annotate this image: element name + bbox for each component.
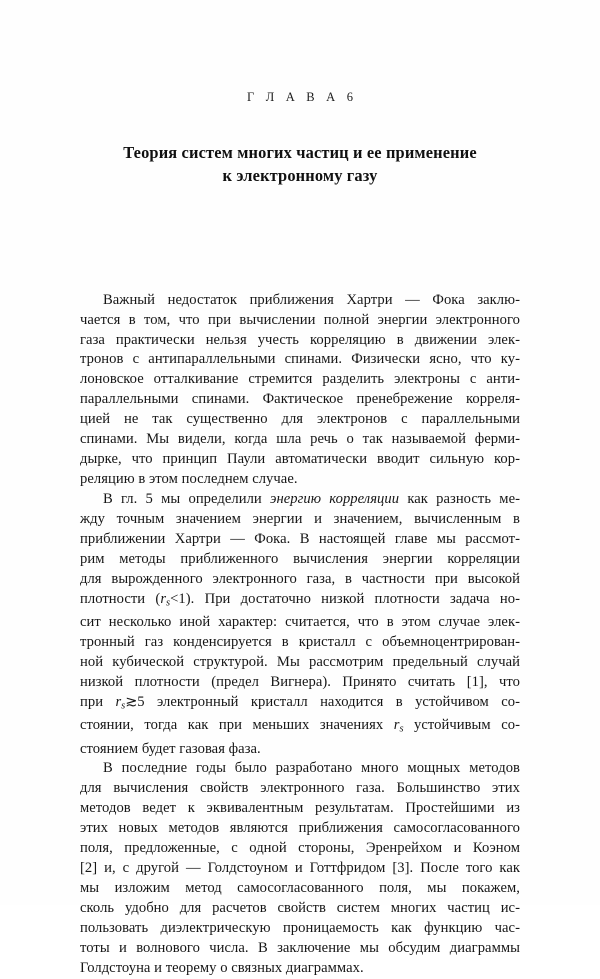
text-run: стоянии, тогда как при меньших значениях bbox=[80, 717, 394, 734]
text-line: этих новых методов являются приближения самосогласованного bbox=[80, 820, 520, 837]
text-line: спинами. Мы видели, когда шла речь о так называемой ферми- bbox=[80, 431, 520, 448]
text-line: тронов с антипараллельными спинами. Физически ясно, что ку- bbox=[80, 351, 520, 368]
text-line: дырке, что принцип Паули автоматически вводит сильную кор- bbox=[80, 451, 520, 468]
text-line: для вычисления свойств электронного газа. Большинство этих bbox=[80, 780, 520, 797]
text-line bbox=[80, 490, 520, 510]
page-content bbox=[80, 90, 520, 979]
chapter-title-line-1: Теория систем многих частиц и ее применение bbox=[123, 143, 477, 162]
text-line: методов ведет к эквивалентным результатам. Простейшими из bbox=[80, 800, 520, 817]
text-line bbox=[80, 590, 520, 613]
math-variable-r: r bbox=[160, 590, 167, 607]
text-line: поля, предложенные, с одной стороны, Эренрейхом и Коэном bbox=[80, 840, 520, 857]
paragraph-1 bbox=[80, 291, 520, 491]
text-line: приближении Хартри — Фока. В настоящей главе мы рассмот- bbox=[80, 531, 520, 548]
text-line: жду точным значением энергии и значением, вычисленным в bbox=[80, 511, 520, 528]
body-text bbox=[80, 291, 520, 979]
text-run: плотности ( bbox=[80, 590, 161, 607]
text-line: ной кубической структурой. Мы рассмотрим предельный случай bbox=[80, 654, 520, 671]
text-line: для вырожденного электронного газа, в частности при высокой bbox=[80, 570, 520, 587]
page-title bbox=[80, 141, 520, 188]
text-line bbox=[80, 693, 520, 716]
text-line: цией не так существенно для электронов с параллельными bbox=[80, 411, 520, 428]
text-line: В последние годы было разработано много мощных методов bbox=[103, 760, 520, 777]
math-variable-r: r bbox=[115, 693, 122, 710]
text-line: тоты и волнового числа. В заключение мы обсудим диаграммы bbox=[80, 940, 520, 957]
text-line: пользовать диэлектрическую проницаемость как функцию час- bbox=[80, 920, 520, 937]
text-run: при bbox=[80, 693, 116, 710]
text-run: как разность ме- bbox=[399, 491, 521, 508]
chapter-label: Г Л А В А 6 bbox=[247, 90, 358, 104]
text-run: В гл. 5 мы определили bbox=[103, 491, 270, 508]
text-line: Голдстоуна и теорему о связных диаграммах. bbox=[80, 959, 364, 976]
text-line: мы изложим метод самосогласованного поля, мы покажем, bbox=[80, 880, 520, 897]
paragraph-3 bbox=[80, 759, 520, 978]
text-line: реляцию в этом последнем случае. bbox=[80, 471, 298, 488]
greater-or-approx-icon: ≳ bbox=[125, 693, 138, 710]
text-line: сколь удобно для расчетов свойств систем многих частиц ис- bbox=[80, 900, 520, 917]
paragraph-2 bbox=[80, 490, 520, 759]
text-line: рим методы приближенного вычисления энергии корреляции bbox=[80, 550, 520, 567]
text-line: стоянием будет газовая фаза. bbox=[80, 740, 261, 757]
chapter-title-line-2: к электронному газу bbox=[222, 166, 378, 186]
math-subscript-s: s bbox=[166, 597, 171, 609]
text-line: сит несколько иной характер: считается, что в этом случае элек- bbox=[80, 614, 520, 631]
text-line: низкой плотности (предел Вигнера). Принято считать [1], что bbox=[80, 674, 520, 691]
text-line: Важный недостаток приближения Хартри — Фока заклю- bbox=[103, 291, 520, 308]
text-run: устойчивым со- bbox=[403, 717, 520, 734]
text-run: <1). При достаточно низкой плотности задача но- bbox=[170, 590, 520, 607]
text-line: лоновское отталкивание стремится разделить электроны с анти- bbox=[80, 371, 520, 388]
italic-term: энергию корреляции bbox=[269, 491, 400, 508]
text-run: 5 электронный кристалл находится в устойчивом со- bbox=[137, 693, 520, 710]
math-subscript-s: s bbox=[121, 700, 126, 712]
text-line: параллельными спинами. Фактическое пренебрежение корреля- bbox=[80, 391, 520, 408]
text-line: тронный газ конденсируется в кристалл с объемноцентрирован- bbox=[80, 634, 520, 651]
text-line: газа практически нельзя учесть корреляцию в движении элек- bbox=[80, 331, 520, 348]
math-subscript-s: s bbox=[399, 723, 404, 735]
math-variable-r: r bbox=[393, 717, 400, 734]
text-line: чается в том, что при вычислении полной энергии электронного bbox=[80, 311, 520, 328]
text-line: [2] и, с другой — Голдстоуном и Готтфридом [3]. После того как bbox=[80, 860, 520, 877]
text-line bbox=[80, 716, 520, 739]
